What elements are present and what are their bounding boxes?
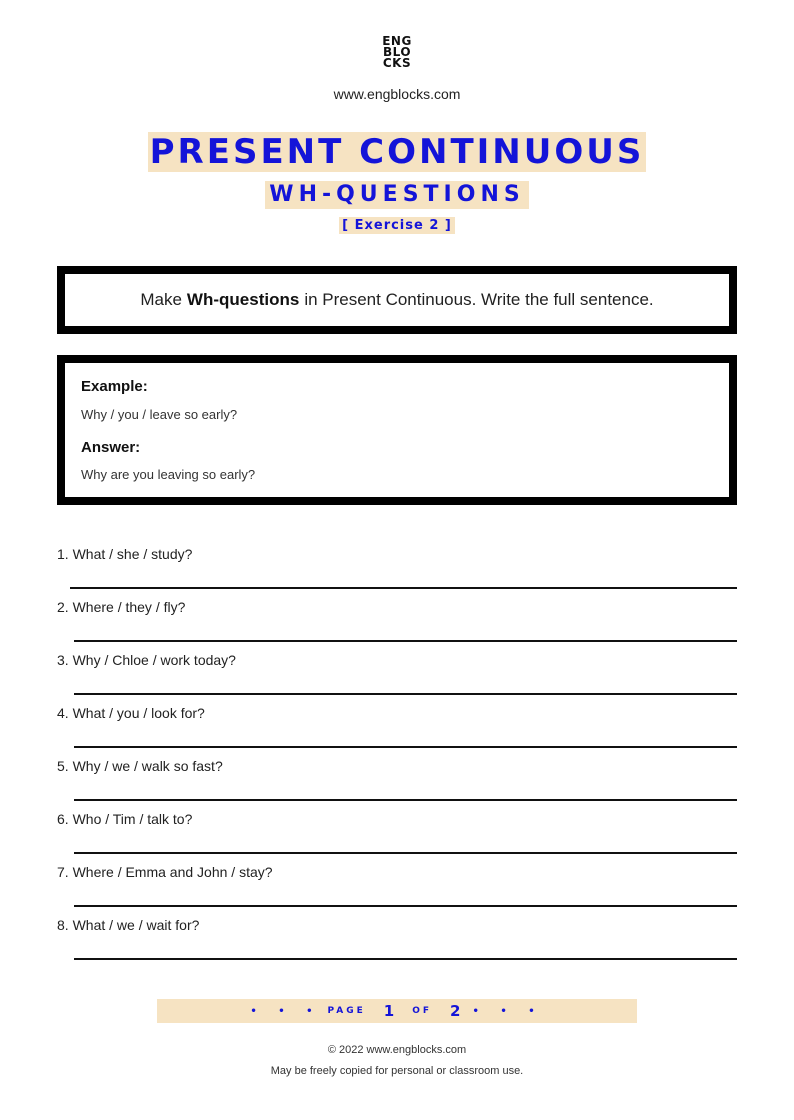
answer-label: Answer: bbox=[81, 439, 141, 456]
answer-line-2[interactable] bbox=[74, 640, 737, 642]
answer-line-3[interactable] bbox=[74, 693, 737, 695]
instruction-text-bold: Wh-questions bbox=[186, 290, 300, 309]
example-box bbox=[57, 355, 737, 505]
example-text: Why / you / leave so early? bbox=[81, 407, 238, 422]
question-5: 5. Why / we / walk so fast? bbox=[57, 758, 223, 774]
logo-line: BLO bbox=[382, 45, 412, 59]
exercise-number: [ Exercise 2 ] bbox=[339, 217, 455, 234]
example-label: Example: bbox=[81, 378, 148, 395]
instruction-text-after: in Present Continuous. Write the full sentence. bbox=[304, 290, 654, 309]
answer-line-7[interactable] bbox=[74, 905, 737, 907]
answer-text: Why are you leaving so early? bbox=[81, 467, 256, 482]
dots-right: • • • bbox=[472, 1005, 544, 1017]
page-total: 2 bbox=[450, 1002, 461, 1020]
answer-line-1[interactable] bbox=[70, 587, 737, 589]
copyright: © 2022 www.engblocks.com bbox=[327, 1044, 467, 1056]
site-url: www.engblocks.com bbox=[333, 86, 461, 102]
instruction-text-before: Make bbox=[140, 290, 182, 309]
worksheet-title: PRESENT CONTINUOUS bbox=[149, 132, 645, 172]
page-indicator bbox=[157, 999, 637, 1023]
question-4: 4. What / you / look for? bbox=[57, 705, 205, 721]
answer-line-6[interactable] bbox=[74, 852, 737, 854]
question-3: 3. Why / Chloe / work today? bbox=[57, 652, 236, 668]
of-word: OF bbox=[412, 1006, 433, 1016]
license-note: May be freely copied for personal or classroom use. bbox=[270, 1065, 524, 1077]
question-6: 6. Who / Tim / talk to? bbox=[57, 811, 193, 827]
question-8: 8. What / we / wait for? bbox=[57, 917, 200, 933]
question-2: 2. Where / they / fly? bbox=[57, 599, 186, 615]
page-word: PAGE bbox=[327, 1006, 366, 1016]
answer-line-5[interactable] bbox=[74, 799, 737, 801]
answer-line-8[interactable] bbox=[74, 958, 737, 960]
logo-line: ENG bbox=[382, 34, 412, 48]
logo-line: CKS bbox=[382, 56, 412, 70]
question-7: 7. Where / Emma and John / stay? bbox=[57, 864, 273, 880]
dots-left: • • • bbox=[250, 1005, 322, 1017]
instruction-box bbox=[57, 266, 737, 334]
engblocks-logo bbox=[0, 36, 794, 69]
worksheet-subtitle: WH-QUESTIONS bbox=[265, 181, 528, 209]
page-current: 1 bbox=[383, 1002, 395, 1020]
question-1: 1. What / she / study? bbox=[57, 546, 193, 562]
answer-line-4[interactable] bbox=[74, 746, 737, 748]
